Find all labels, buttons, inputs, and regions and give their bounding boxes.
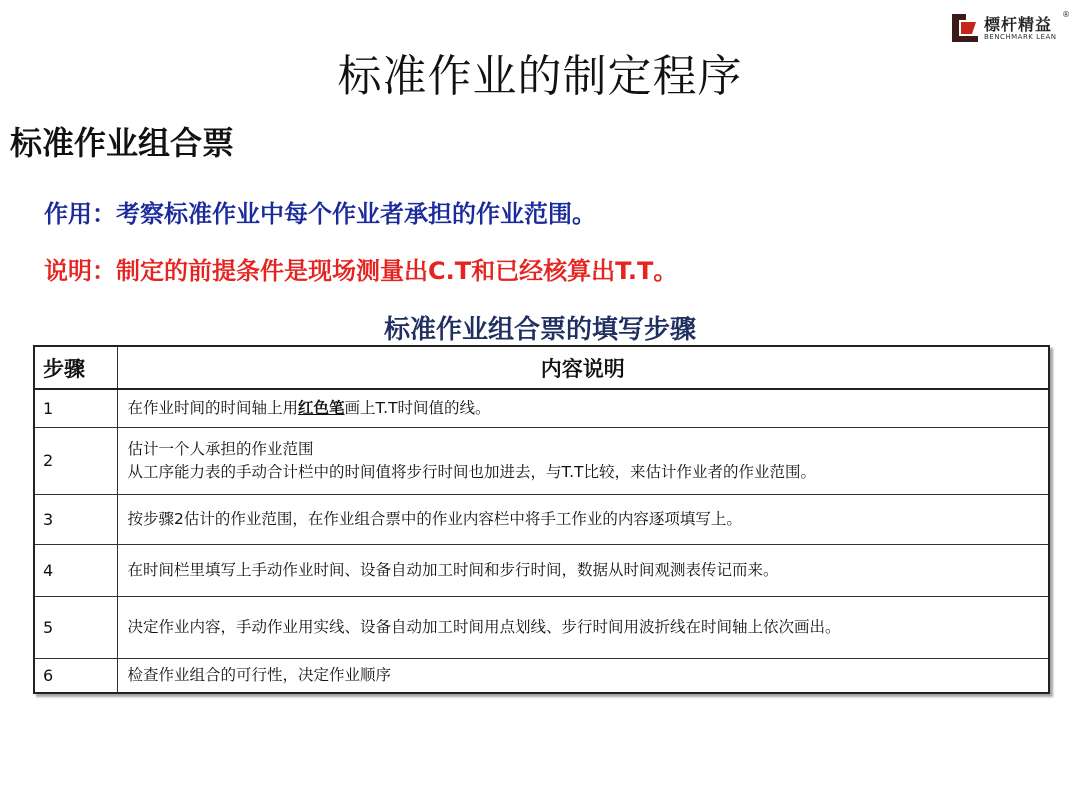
table-row: [34, 544, 1049, 596]
step-content: 按步骤2估计的作业范围，在作业组合票中的作业内容栏中将手工作业的内容逐项填写上。: [117, 494, 1049, 544]
note-text: 说明：制定的前提条件是现场测量出C.T和已经核算出T.T。: [44, 257, 678, 285]
step-content: 在时间栏里填写上手动作业时间、设备自动加工时间和步行时间，数据从时间观测表传记而来。: [117, 544, 1049, 596]
step-number: 4: [34, 544, 117, 596]
step-content: [117, 427, 1049, 494]
step-text: 估计一个人承担的作业范围: [127, 439, 314, 458]
steps-table: [33, 345, 1050, 694]
header-content: 内容说明: [117, 346, 1049, 389]
step-number: 5: [34, 596, 117, 658]
page-title: 标准作业的制定程序: [337, 51, 743, 102]
step-text: 在作业时间的时间轴上用: [127, 398, 299, 417]
step-content: 检查作业组合的可行性，决定作业顺序: [117, 658, 1049, 693]
table-row: [34, 596, 1049, 658]
purpose-text: 作用：考察标准作业中每个作业者承担的作业范围。: [44, 200, 596, 228]
logo-english: BENCHMARK LEAN: [984, 33, 1057, 41]
step-text: 从工序能力表的手动合计栏中的时间值将步行时间也加进去，与T.T比较，来估计作业者的作业范围。: [127, 462, 817, 481]
table-row: [34, 494, 1049, 544]
logo-name: 標杆精益: [984, 15, 1053, 34]
step-number: 1: [34, 389, 117, 427]
section-heading: 标准作业组合票: [10, 124, 235, 162]
table-row: [34, 658, 1049, 693]
table-row: [34, 389, 1049, 427]
step-number: 2: [34, 427, 117, 494]
table-row: [34, 427, 1049, 494]
step-text: 画上T.T时间值的线。: [344, 398, 491, 417]
step-content: [117, 389, 1049, 427]
step-number: 3: [34, 494, 117, 544]
header-step: 步骤: [34, 346, 117, 389]
highlight-text: 红色笔: [298, 398, 345, 417]
table-header-row: [34, 346, 1049, 389]
step-content: 决定作业内容，手动作业用实线、设备自动加工时间用点划线、步行时间用波折线在时间轴上依次画出。: [117, 596, 1049, 658]
step-number: 6: [34, 658, 117, 693]
logo-registered-mark: ®: [1062, 10, 1070, 19]
table-title: 标准作业组合票的填写步骤: [383, 315, 696, 345]
